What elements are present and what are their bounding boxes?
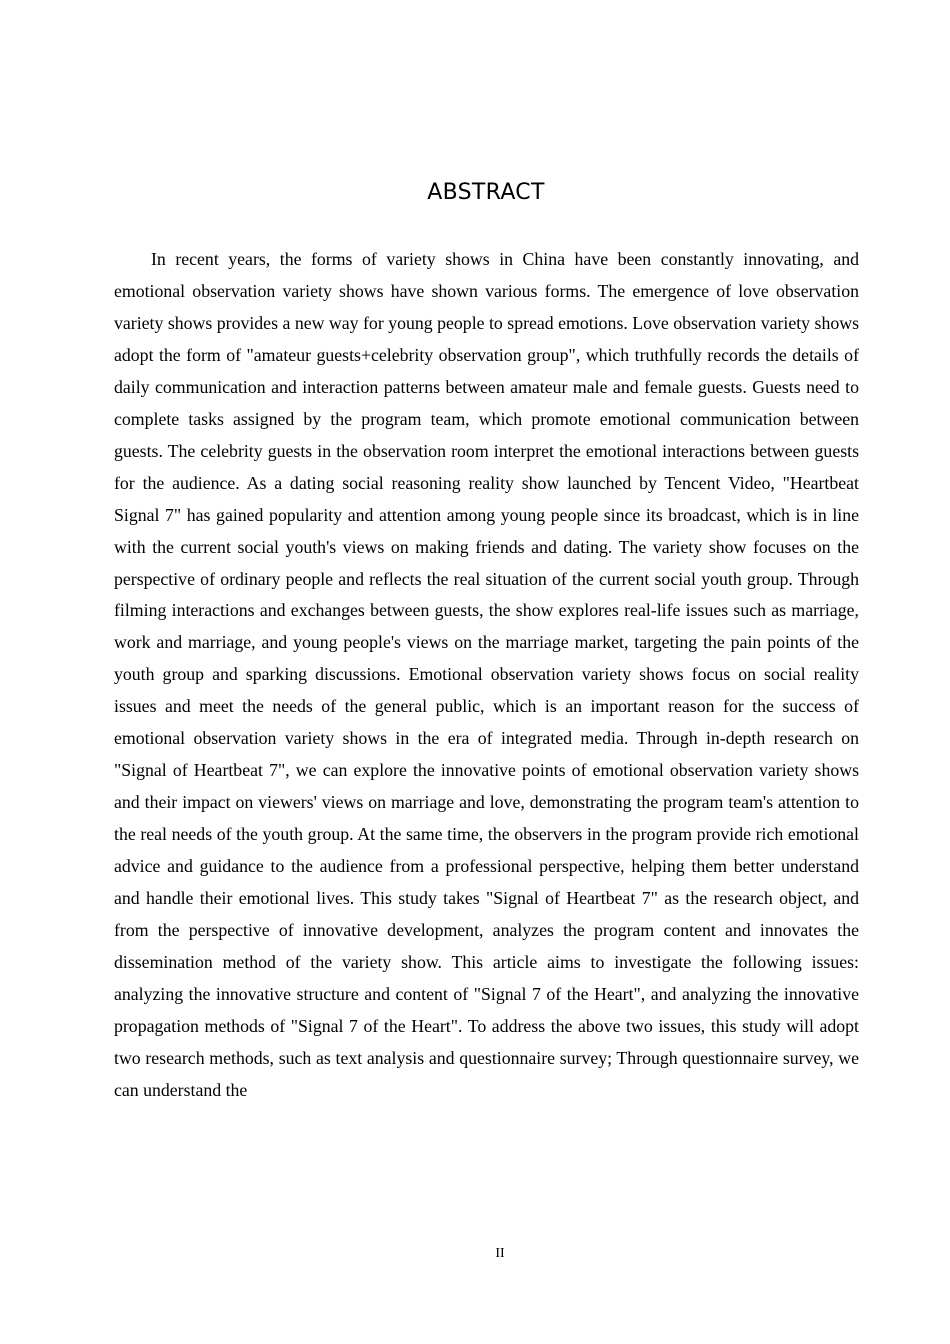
abstract-paragraph: In recent years, the forms of variety shows in China have been constantly innovating, and emotional observation variety shows have shown various forms. The emergence of love observation variety shows provides a new way for young people to spread emotions. Love observation variety shows adopt the form of "amateur guests+celebrity observation group", which truthfully records the details of daily communication and interaction patterns between amateur male and female guests. Guests need to complete tasks assigned by the program team, which promote emotional communication between guests. The celebrity guests in the observation room interpret the emotional interactions between guests for the audience. As a dating social reasoning reality show launched by Tencent Video, "Heartbeat Signal 7" has gained popularity and attention among young people since its broadcast, which is in line with the current social youth's views on making friends and dating. The variety show focuses on the perspective of ordinary people and reflects the real situation of the current social youth group. Through filming interactions and exchanges between guests, the show explores real-life issues such as marriage, work and marriage, and young people's views on the marriage market, targeting the pain points of the youth group and sparking discussions. Emotional observation variety shows focus on social reality issues and meet the needs of the general public, which is an important reason for the success of emotional observation variety shows in the era of integrated media. Through in-depth research on "Signal of Heartbeat 7", we can explore the innovative points of emotional observation variety shows and their impact on viewers' views on marriage and love, demonstrating the program team's attention to the real needs of the youth group. At the same time, the observers in the program provide rich emotional advice and guidance to the audience from a professional perspective, helping them better understand and handle their emotional lives. This study takes "Signal of Heartbeat 7" as the research object, and from the perspective of innovative development, analyzes the program content and innovates the dissemination method of the variety show. This article aims to investigate the following issues: analyzing the innovative structure and content of "Signal 7 of the Heart", and analyzing the innovative propagation methods of "Signal 7 of the Heart". To address the above two issues, this study will adopt two research methods, such as text analysis and questionnaire survey; Through questionnaire survey, we can understand the (114, 249, 859, 1100)
abstract-title: ABSTRACT (427, 180, 545, 205)
page-number: II (495, 1246, 505, 1261)
